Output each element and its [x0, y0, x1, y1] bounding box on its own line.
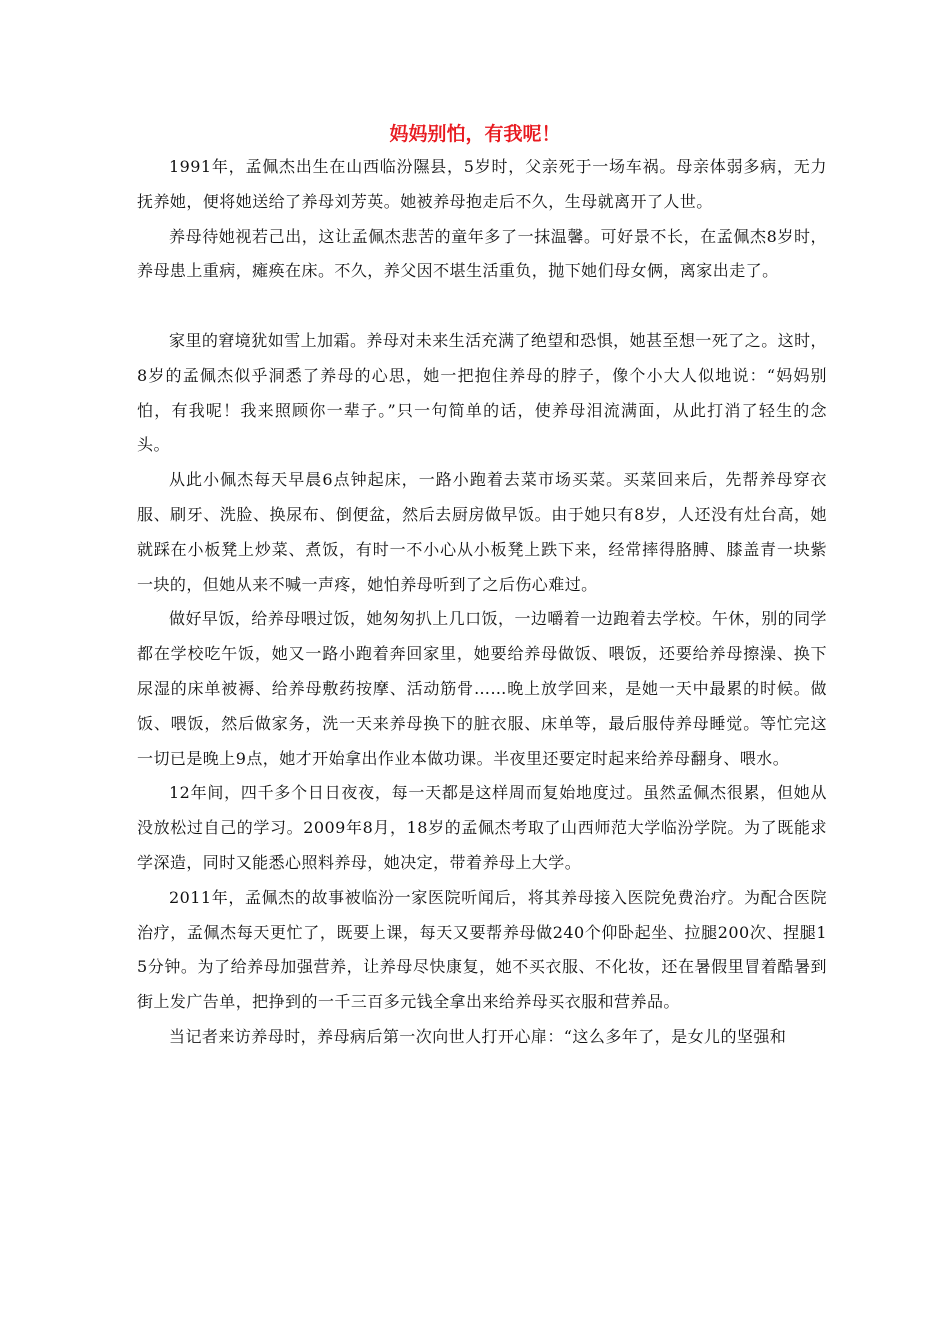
paragraph-5: 做好早饭，给养母喂过饭，她匆匆扒上几口饭，一边嚼着一边跑着去学校。午休，别的同学都在学校吃午饭，她又一路小跑着奔回家里，她要给养母做饭、喂饭，还要给养母擦澡、换下尿湿的床单被褥、给养母敷药按摩、活动筋骨……晚上放学回来，是她一天中最累的时候。做饭、喂饭，然后做家务，洗一天来养母换下的脏衣服、床单等，最后服侍养母睡觉。等忙完这一切已是晚上9点，她才开始拿出作业本做功课。半夜里还要定时起来给养母翻身、喂水。	[137, 609, 828, 768]
paragraph-8: 当记者来访养母时，养母病后第一次向世人打开心扉：“这么多年了，是女儿的坚强和	[169, 1026, 787, 1046]
article-title: 妈妈别怕，有我呢！	[389, 123, 561, 145]
article-body	[137, 150, 827, 1055]
paragraph-4: 从此小佩杰每天早晨6点钟起床，一路小跑着去菜市场买菜。买菜回来后，先帮养母穿衣服、刷牙、洗脸、换尿布、倒便盆，然后去厨房做早饭。由于她只有8岁，人还没有灶台高，她就踩在小板凳上炒菜、煮饭，有时一不小心从小板凳上跌下来，经常摔得胳膊、膝盖青一块紫一块的，但她从来不喊一声疼，她怕养母听到了之后伤心难过。	[137, 470, 827, 594]
paragraph-6: 12年间，四千多个日日夜夜，每一天都是这样周而复始地度过。虽然孟佩杰很累，但她从没放松过自己的学习。2009年8月，18岁的孟佩杰考取了山西师范大学临汾学院。为了既能求学深造，同时又能悉心照料养母，她决定，带着养母上大学。	[137, 783, 827, 872]
paragraph-3: 家里的窘境犹如雪上加霜。养母对未来生活充满了绝望和恐惧，她甚至想一死了之。这时，8岁的孟佩杰似乎洞悉了养母的心思，她一把抱住养母的脖子，像个小大人似地说：“妈妈别怕，有我呢！我来照顾你一辈子。”只一句简单的话，使养母泪流满面，从此打消了轻生的念头。	[137, 330, 828, 455]
paragraph-2: 养母待她视若己出，这让孟佩杰悲苦的童年多了一抹温馨。可好景不长，在孟佩杰8岁时，养母患上重病，瘫痪在床。不久，养父因不堪生活重负，抛下她们母女俩，离家出走了。	[137, 226, 827, 281]
paragraph-7: 2011年，孟佩杰的故事被临汾一家医院听闻后，将其养母接入医院免费治疗。为配合医院治疗，孟佩杰每天更忙了，既要上课，每天又要帮养母做240个仰卧起坐、拉腿200次、捏腿15分钟。为了给养母加强营养，让养母尽快康复，她不买衣服、不化妆，还在暑假里冒着酷暑到街上发广告单，把挣到的一千三百多元钱全拿出来给养母买衣服和营养品。	[137, 887, 827, 1012]
blank-line	[137, 289, 827, 324]
paragraph-1: 1991年，孟佩杰出生在山西临汾隰县，5岁时，父亲死于一场车祸。母亲体弱多病，无力抚养她，便将她送给了养母刘芳英。她被养母抱走后不久，生母就离开了人世。	[137, 157, 827, 211]
